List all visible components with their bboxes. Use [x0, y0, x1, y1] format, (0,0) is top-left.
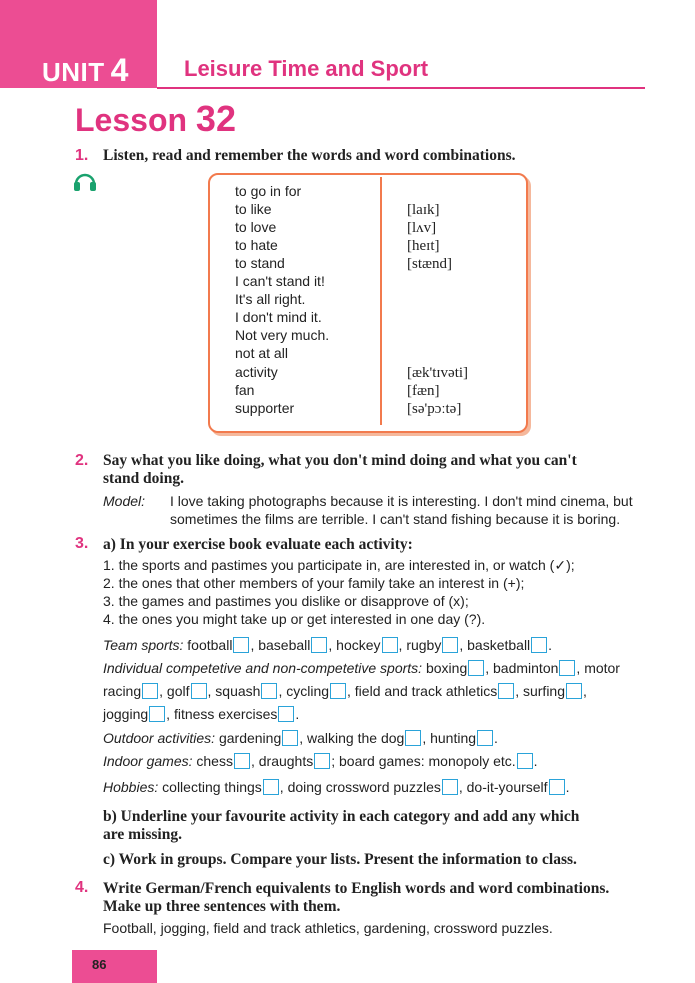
- vocabulary-divider: [380, 177, 382, 425]
- checkbox[interactable]: [468, 660, 484, 676]
- page-number: 86: [92, 957, 107, 972]
- vocab-word: to hate: [235, 237, 278, 253]
- vocab-word: activity: [235, 364, 278, 380]
- transcription: [æk'tɪvəti]: [407, 365, 469, 381]
- activity: basketball: [467, 637, 531, 653]
- ex3b-instruction-line1: b) Underline your favourite activity in each category and add any which: [103, 808, 580, 825]
- ex2-instruction-line2: stand doing.: [103, 470, 184, 487]
- activity: badminton: [493, 660, 559, 676]
- checkbox[interactable]: [142, 683, 158, 699]
- checkbox[interactable]: [263, 779, 279, 795]
- activity: collecting things: [162, 779, 262, 795]
- checkbox[interactable]: [498, 683, 514, 699]
- team-sports-line: Team sports: football , baseball , hockey , rugby , basketball .: [103, 637, 553, 653]
- lesson-number: 32: [195, 98, 236, 139]
- ex4-instruction-line2: Make up three sentences with them.: [103, 898, 341, 915]
- checkbox[interactable]: [442, 637, 458, 653]
- individual-sports-line2: racing , golf , squash , cycling , field and track athletics , surfing ,: [103, 683, 587, 699]
- individual-sports-line3: jogging , fitness exercises .: [103, 706, 300, 722]
- activity: jogging: [103, 706, 149, 722]
- checkbox[interactable]: [549, 779, 565, 795]
- checkbox[interactable]: [531, 637, 547, 653]
- activity: squash: [215, 683, 261, 699]
- activity: hockey: [336, 637, 381, 653]
- vocab-word: not at all: [235, 345, 288, 361]
- ex3b-instruction-line2: are missing.: [103, 826, 182, 843]
- unit-label: [42, 52, 129, 89]
- header-rule: [157, 87, 645, 89]
- criterion: 1. the sports and pastimes you participate in, are interested in, or watch (✓);: [103, 557, 575, 573]
- criterion: 4. the ones you might take up or get interested in one day (?).: [103, 611, 486, 627]
- transcription: [fæn]: [407, 383, 440, 399]
- checkbox[interactable]: [559, 660, 575, 676]
- activity: doing crossword puzzles: [287, 779, 441, 795]
- model-text-line2: sometimes the films are terrible. I can't stand fishing because it is boring.: [170, 511, 621, 527]
- activity: baseball: [258, 637, 311, 653]
- transcription: [stænd]: [407, 256, 452, 272]
- vocab-word: I can't stand it!: [235, 273, 325, 289]
- model-text-line1: I love taking photographs because it is interesting. I don't mind cinema, but: [170, 493, 633, 509]
- vocab-word: Not very much.: [235, 327, 330, 343]
- ex2-number: 2.: [75, 452, 89, 469]
- ex4-number: 4.: [75, 879, 89, 896]
- checkbox[interactable]: [233, 637, 249, 653]
- vocab-word: supporter: [235, 400, 295, 416]
- checkbox[interactable]: [234, 753, 250, 769]
- vocab-word: I don't mind it.: [235, 309, 322, 325]
- category-label: Outdoor activities:: [103, 730, 216, 746]
- activity: ; board games: monopoly etc.: [331, 753, 516, 769]
- category-label: Team sports:: [103, 637, 184, 653]
- activity: fitness exercises: [173, 706, 278, 722]
- page-number-box: [72, 950, 157, 983]
- checkbox[interactable]: [191, 683, 207, 699]
- checkbox[interactable]: [311, 637, 327, 653]
- transcription: [heɪt]: [407, 238, 440, 254]
- lesson-word: Lesson: [75, 102, 188, 138]
- activity: do-it-yourself: [466, 779, 548, 795]
- activity: walking the dog: [307, 730, 405, 746]
- ex1-instruction: Listen, read and remember the words and word combinations.: [103, 147, 516, 164]
- activity: rugby: [406, 637, 442, 653]
- checkbox[interactable]: [261, 683, 277, 699]
- unit-word: UNIT: [42, 57, 105, 87]
- checkbox[interactable]: [566, 683, 582, 699]
- checkbox[interactable]: [314, 753, 330, 769]
- indoor-games-line: Indoor games: chess , draughts ; board games: monopoly etc. .: [103, 753, 538, 769]
- checkbox[interactable]: [442, 779, 458, 795]
- criterion: 3. the games and pastimes you dislike or disapprove of (x);: [103, 593, 469, 609]
- checkbox[interactable]: [330, 683, 346, 699]
- transcription: [laɪk]: [407, 202, 440, 218]
- checkbox[interactable]: [282, 730, 298, 746]
- activity: surfing: [522, 683, 566, 699]
- activity: football: [187, 637, 233, 653]
- model-label: Model:: [103, 493, 146, 509]
- activity: boxing: [425, 660, 468, 676]
- outdoor-activities-line: Outdoor activities: gardening , walking the dog , hunting .: [103, 730, 498, 746]
- category-label: Individual competetive and non-competetive sports:: [103, 660, 423, 676]
- ex2-instruction-line1: Say what you like doing, what you don't mind doing and what you can't: [103, 452, 577, 469]
- transcription: [lʌv]: [407, 220, 437, 236]
- criterion: 2. the ones that other members of your family take an interest in (+);: [103, 575, 525, 591]
- category-label: Hobbies:: [103, 779, 159, 795]
- vocab-word: to love: [235, 219, 277, 235]
- activity: hunting: [430, 730, 477, 746]
- activity: motor: [584, 660, 620, 676]
- activity: racing: [103, 683, 142, 699]
- checkbox[interactable]: [405, 730, 421, 746]
- transcription: [sə'pɔːtə]: [407, 401, 462, 417]
- hobbies-line: Hobbies: collecting things , doing crossword puzzles , do-it-yourself .: [103, 779, 570, 795]
- checkbox[interactable]: [278, 706, 294, 722]
- unit-title: Leisure Time and Sport: [184, 56, 429, 81]
- individual-sports-line1: Individual competetive and non-competetive sports: boxing , badminton , motor: [103, 660, 620, 676]
- ex4-word-list: Football, jogging, field and track athletics, gardening, crossword puzzles.: [103, 920, 553, 936]
- checkbox[interactable]: [517, 753, 533, 769]
- activity: draughts: [258, 753, 314, 769]
- category-label: Indoor games:: [103, 753, 193, 769]
- unit-number: 4: [110, 52, 129, 88]
- ex3a-instruction: a) In your exercise book evaluate each activity:: [103, 536, 413, 553]
- vocab-word: to like: [235, 201, 272, 217]
- checkbox[interactable]: [149, 706, 165, 722]
- vocab-word: to go in for: [235, 183, 302, 199]
- headphones-icon: [72, 170, 98, 192]
- ex1-number: 1.: [75, 147, 89, 164]
- ex4-instruction-line1: Write German/French equivalents to English words and word combinations.: [103, 880, 610, 897]
- vocab-word: to stand: [235, 255, 285, 271]
- activity: chess: [196, 753, 233, 769]
- activity: field and track athletics: [354, 683, 498, 699]
- vocab-word: It's all right.: [235, 291, 306, 307]
- activity: cycling: [286, 683, 330, 699]
- ex3-number: 3.: [75, 535, 89, 552]
- checkbox[interactable]: [477, 730, 493, 746]
- ex3c-instruction: c) Work in groups. Compare your lists. Present the information to class.: [103, 851, 577, 868]
- vocab-word: fan: [235, 382, 255, 398]
- lesson-title: [75, 98, 236, 140]
- checkbox[interactable]: [382, 637, 398, 653]
- activity: gardening: [218, 730, 282, 746]
- activity: golf: [166, 683, 190, 699]
